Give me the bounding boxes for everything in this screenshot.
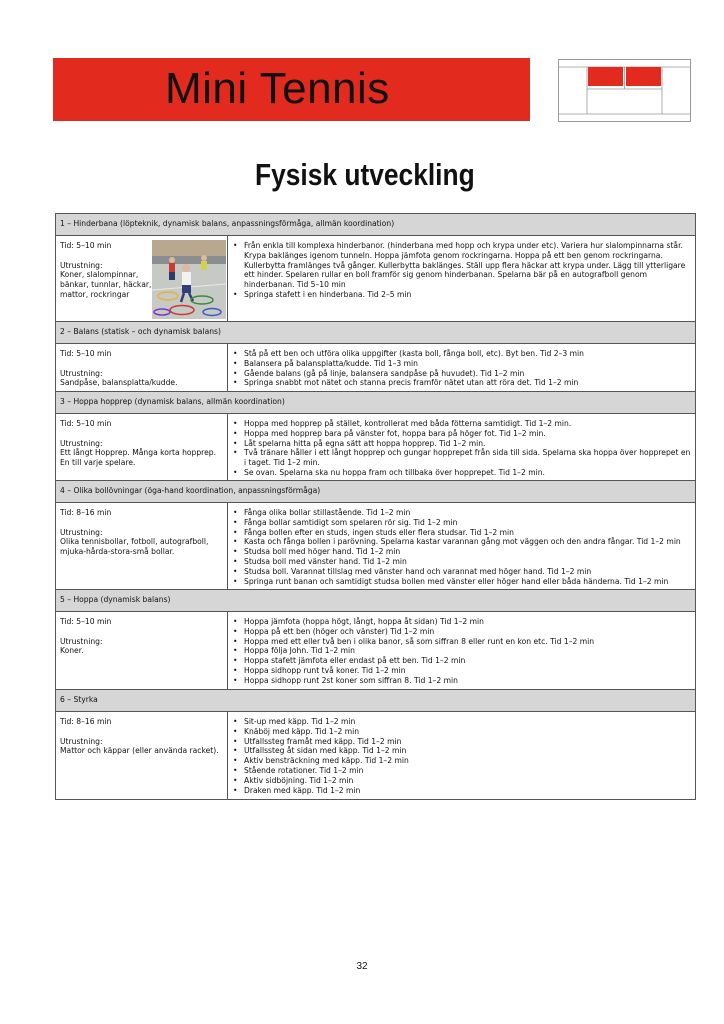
section-body: [56, 236, 695, 322]
section-body: [56, 712, 695, 799]
exercise-item: • Studsa boll med vänster hand. Tid 1–2 min: [232, 557, 691, 567]
exercise-item: • Fånga bollar samtidigt som spelaren rör sig. Tid 1–2 min: [232, 518, 691, 528]
section-time: Tid: 8–16 min: [60, 508, 112, 517]
section-heading: 5 – Hoppa (dynamisk balans): [56, 590, 695, 612]
section-meta: [56, 503, 228, 589]
exercise-item: • Studsa boll. Varannat tillslag med vänster hand och varannat med höger hand. Tid 1–2 min: [232, 567, 691, 577]
section-exercises: [228, 712, 695, 799]
exercise-item: • Springa stafett i en hinderbana. Tid 2–5 min: [232, 290, 691, 300]
page-number: 32: [356, 961, 368, 972]
exercise-item: • Två tränare håller i ett långt hopprep och gungar hopprepet från sida till sida. Spelarna ska hoppa över hopprepet en i taget. Tid 1–2 min.: [232, 448, 691, 468]
equipment-label: Utrustning:: [60, 260, 103, 270]
exercise-item: • Springa snabbt mot nätet och stanna precis framför nätet utan att röra det. Tid 1–2 min: [232, 378, 691, 388]
equipment-text: Olika tennisbollar, fotboll, autografboll, mjuka-hårda-stora-små bollar.: [60, 537, 209, 557]
children-obstacle-course-photo: [152, 240, 226, 319]
equipment-text: Mattor och käppar (eller använda racket).: [60, 746, 219, 756]
equipment-label: Utrustning:: [60, 736, 103, 746]
exercise-item: • Aktiv sidböjning. Tid 1–2 min: [232, 776, 691, 786]
section-meta: [56, 414, 228, 480]
exercise-item: • Draken med käpp. Tid 1–2 min: [232, 786, 691, 796]
exercise-item: • Aktiv bensträckning med käpp. Tid 1–2 min: [232, 756, 691, 766]
exercise-item: • Gående balans (gå på linje, balansera sandpåse på huvudet). Tid 1–2 min: [232, 369, 691, 379]
section-meta: [56, 236, 228, 321]
exercise-item: • Hoppa på ett ben (höger och vänster) Tid 1–2 min: [232, 627, 691, 637]
exercise-item: • Stående rotationer. Tid 1–2 min: [232, 766, 691, 776]
section-body: [56, 344, 695, 392]
exercise-item: • Hoppa med hopprep bara på vänster fot, hoppa bara på höger fot. Tid 1–2 min.: [232, 429, 691, 439]
section-exercises: [228, 503, 695, 589]
title-banner: [53, 58, 530, 121]
exercise-item: • Utfallssteg framåt med käpp. Tid 1–2 min: [232, 737, 691, 747]
equipment-text: Ett långt Hopprep. Många korta hopprep. En till varje spelare.: [60, 448, 217, 468]
section-exercises: [228, 414, 695, 480]
section-heading: 3 – Hoppa hopprep (dynamisk balans, allmän koordination): [56, 392, 695, 414]
section-body: [56, 612, 695, 690]
exercise-item: • Hoppa jämfota (hoppa högt, långt, hoppa åt sidan) Tid 1–2 min: [232, 617, 691, 627]
exercise-item: • Hoppa med hopprep på stället, kontrollerat med båda fötterna samtidigt. Tid 1–2 min.: [232, 419, 691, 429]
exercise-item: • Hoppa sidhopp runt 2st koner som siffran 8. Tid 1–2 min: [232, 676, 691, 686]
section-exercises: [228, 612, 695, 689]
tennis-court-icon: [558, 59, 691, 122]
page-title: Fysisk utveckling: [255, 157, 475, 192]
section-heading: 2 – Balans (statisk – och dynamisk balans): [56, 322, 695, 344]
exercise-item: • Balansera på balansplatta/kudde. Tid 1–3 min: [232, 359, 691, 369]
section-time: Tid: 5–10 min: [60, 419, 112, 428]
section-heading: 6 – Styrka: [56, 690, 695, 712]
section-meta: [56, 344, 228, 391]
exercise-item: • Hoppa sidhopp runt två koner. Tid 1–2 min: [232, 666, 691, 676]
section-time: Tid: 5–10 min: [60, 241, 112, 250]
banner-title: Mini Tennis: [165, 64, 390, 113]
exercise-table: [55, 213, 696, 800]
exercise-item: • Från enkla till komplexa hinderbanor. (hinderbana med hopp och krypa under etc). Variera hur slalompinnarna står. Krypa baklänges igenom tunneln. Hoppa jämfota genom rockringarna. Hoppa på ett ben genom rockringarna. Kullerbytta framlänges två gånger. Kullerbytta baklänges. Ställ upp flera häckar att krypa under. Lägg till ytterligare ett hinder. Spelaren rullar en boll framför sig genom hinderbanan. Spelarna bär på en autografboll genom hinderbanan. Tid 5–10 min: [232, 241, 691, 290]
equipment-label: Utrustning:: [60, 527, 103, 537]
equipment-label: Utrustning:: [60, 438, 103, 448]
exercise-item: • Sit-up med käpp. Tid 1–2 min: [232, 717, 691, 727]
section-exercises: [228, 236, 695, 321]
section-body: [56, 503, 695, 590]
section-meta: [56, 612, 228, 689]
section-heading: 1 – Hinderbana (löpteknik, dynamisk balans, anpassningsförmåga, allmän koordination): [56, 214, 695, 236]
exercise-item: • Stå på ett ben och utföra olika uppgifter (kasta boll, fånga boll, etc). Byt ben. Tid 2–3 min: [232, 349, 691, 359]
equipment-label: Utrustning:: [60, 636, 103, 646]
exercise-item: • Knäböj med käpp. Tid 1–2 min: [232, 727, 691, 737]
section-body: [56, 414, 695, 481]
equipment-label: Utrustning:: [60, 368, 103, 378]
exercise-item: • Låt spelarna hitta på egna sätt att hoppa hopprep. Tid 1–2 min.: [232, 439, 691, 449]
section-exercises: [228, 344, 695, 391]
exercise-item: • Fånga olika bollar stillastående. Tid 1–2 min: [232, 508, 691, 518]
exercise-item: • Studsa boll med höger hand. Tid 1–2 min: [232, 547, 691, 557]
section-time: Tid: 5–10 min: [60, 349, 112, 358]
exercise-item: • Springa runt banan och samtidigt studsa bollen med vänster eller höger hand eller båda händerna. Tid 1–2 min: [232, 577, 691, 587]
equipment-text: Koner.: [60, 646, 84, 656]
exercise-item: • Hoppa stafett jämfota eller endast på ett ben. Tid 1–2 min: [232, 656, 691, 666]
section-meta: [56, 712, 228, 799]
section-time: Tid: 8–16 min: [60, 717, 112, 726]
exercise-item: • Se ovan. Spelarna ska nu hoppa fram och tillbaka över hopprepet. Tid 1–2 min.: [232, 468, 691, 478]
exercise-item: • Utfallssteg åt sidan med käpp. Tid 1–2 min: [232, 746, 691, 756]
exercise-item: • Hoppa med ett eller två ben i olika banor, så som siffran 8 eller runt en kon etc. Tid 1–2 min: [232, 637, 691, 647]
equipment-text: Koner, slalompinnar, bänkar, tunnlar, häckar, mattor, rockringar: [60, 270, 152, 299]
section-time: Tid: 5–10 min: [60, 617, 112, 626]
exercise-item: • Fånga bollen efter en studs, ingen studs eller flera studsar. Tid 1–2 min: [232, 528, 691, 538]
section-heading: 4 – Olika bollövningar (öga-hand koordination, anpassningsförmåga): [56, 481, 695, 503]
equipment-text: Sandpåse, balansplatta/kudde.: [60, 378, 178, 388]
exercise-item: • Kasta och fånga bollen i parövning. Spelarna kastar varannan gång mot väggen och den andra fångar. Tid 1–2 min: [232, 537, 691, 547]
exercise-item: • Hoppa följa John. Tid 1–2 min: [232, 646, 691, 656]
